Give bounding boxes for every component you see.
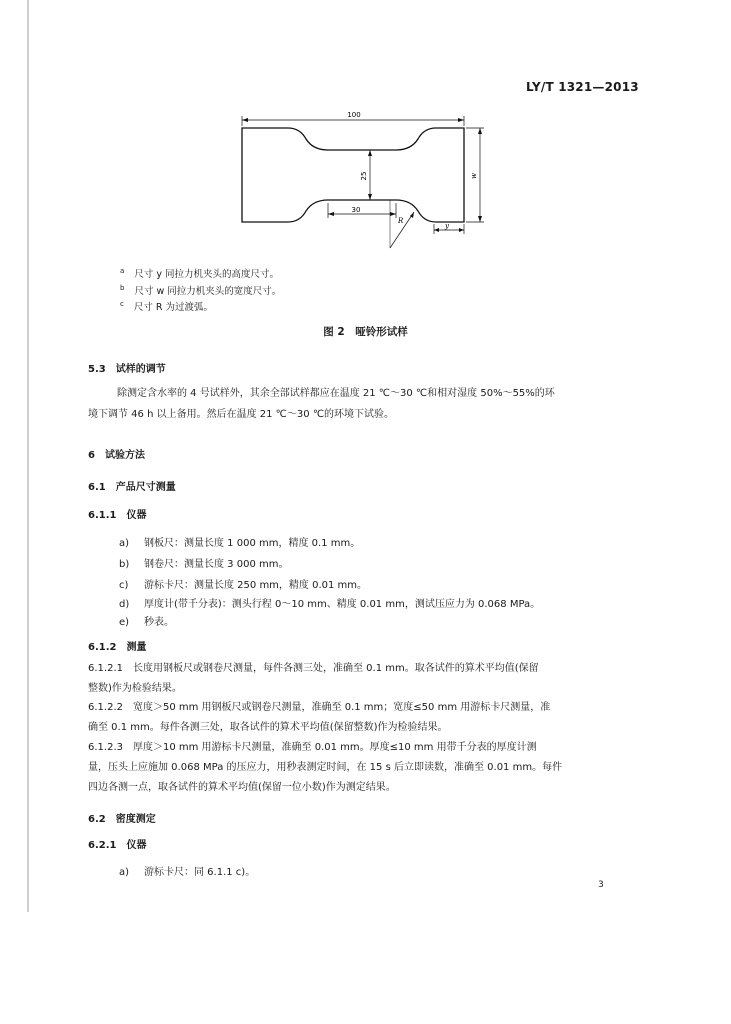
dim-grip-length: y [445, 222, 449, 230]
dim-total-length: 100 [347, 111, 361, 119]
dim-radius: R [398, 217, 404, 225]
dumbbell-specimen-figure [230, 108, 500, 258]
paragraph-6-1-2-2-line-2: 确至 0.1 mm。每件各测三处，取各试件的算术平均值(保留整数)作为检验结果。 [88, 722, 448, 733]
list-item: a) 钢板尺：测量长度 1 000 mm，精度 0.1 mm。 [119, 538, 361, 549]
list-item: d) 厚度计(带千分表)：测头行程 0～10 mm、精度 0.01 mm，测试压应力为 0.068 MPa。 [119, 599, 541, 610]
scan-edge [27, 0, 29, 912]
figure-caption: 图 2 哑铃形试样 [323, 326, 408, 338]
figure-footnote-a: $^a$ 尺寸 y 同拉力机夹头的高度尺寸。 [120, 266, 279, 280]
paragraph-6-1-2-3-line-1: 6.1.2.3 厚度＞10 mm 用游标卡尺测量，准确至 0.01 mm。厚度≤10 mm 用带千分表的厚度计测 [88, 742, 537, 753]
figure-footnote-b: $^b$ 尺寸 w 同拉力机夹头的宽度尺寸。 [120, 283, 282, 297]
heading-6: 6 试验方法 [88, 450, 145, 461]
paragraph-6-1-2-1-line-1: 6.1.2.1 长度用钢板尺或钢卷尺测量，每件各测三处，准确至 0.1 mm。取各试件的算术平均值(保留 [88, 663, 539, 674]
paragraph-6-1-2-3-line-2: 量，压头上应施加 0.068 MPa 的压应力，用秒表测定时间，在 15 s 后立即读数，准确至 0.01 mm。每件 [88, 762, 563, 773]
heading-5-3: 5.3 试样的调节 [88, 364, 166, 375]
list-item: b) 钢卷尺：测量长度 3 000 mm。 [119, 559, 289, 570]
heading-6-1-2: 6.1.2 测量 [88, 642, 147, 653]
list-item: e) 秒表。 [119, 617, 174, 628]
dim-neck-length: 30 [351, 206, 361, 214]
page-number: 3 [598, 880, 604, 890]
heading-6-2: 6.2 密度测定 [88, 814, 156, 825]
paragraph-5-3-line-1: 除测定含水率的 4 号试样外，其余全部试样都应在温度 21 ℃～30 ℃和相对湿度 50%～55%的环 [117, 388, 555, 399]
heading-6-2-1: 6.2.1 仪器 [88, 840, 147, 851]
heading-6-1: 6.1 产品尺寸测量 [88, 482, 176, 493]
paragraph-6-1-2-3-line-3: 四边各测一点，取各试件的算术平均值(保留一位小数)作为测定结果。 [88, 782, 396, 793]
dim-neck-width: 25 [360, 171, 368, 181]
dim-grip-width: w [470, 173, 478, 179]
paragraph-6-1-2-2-line-1: 6.1.2.2 宽度＞50 mm 用钢板尺或钢卷尺测量，准确至 0.1 mm；宽度≤50 mm 用游标卡尺测量，准 [88, 702, 551, 713]
standard-number: LY/T 1321—2013 [526, 80, 639, 94]
list-item: c) 游标卡尺：测量长度 250 mm，精度 0.01 mm。 [119, 580, 368, 591]
list-item: a) 游标卡尺：同 6.1.1 c)。 [119, 867, 256, 878]
paragraph-5-3-line-2: 境下调节 46 h 以上备用。然后在温度 21 ℃～30 ℃的环境下试验。 [88, 409, 395, 420]
heading-6-1-1: 6.1.1 仪器 [88, 510, 147, 521]
figure-footnote-c: $^c$ 尺寸 R 为过渡弧。 [120, 299, 213, 313]
paragraph-6-1-2-1-line-2: 整数)作为检验结果。 [88, 683, 182, 694]
